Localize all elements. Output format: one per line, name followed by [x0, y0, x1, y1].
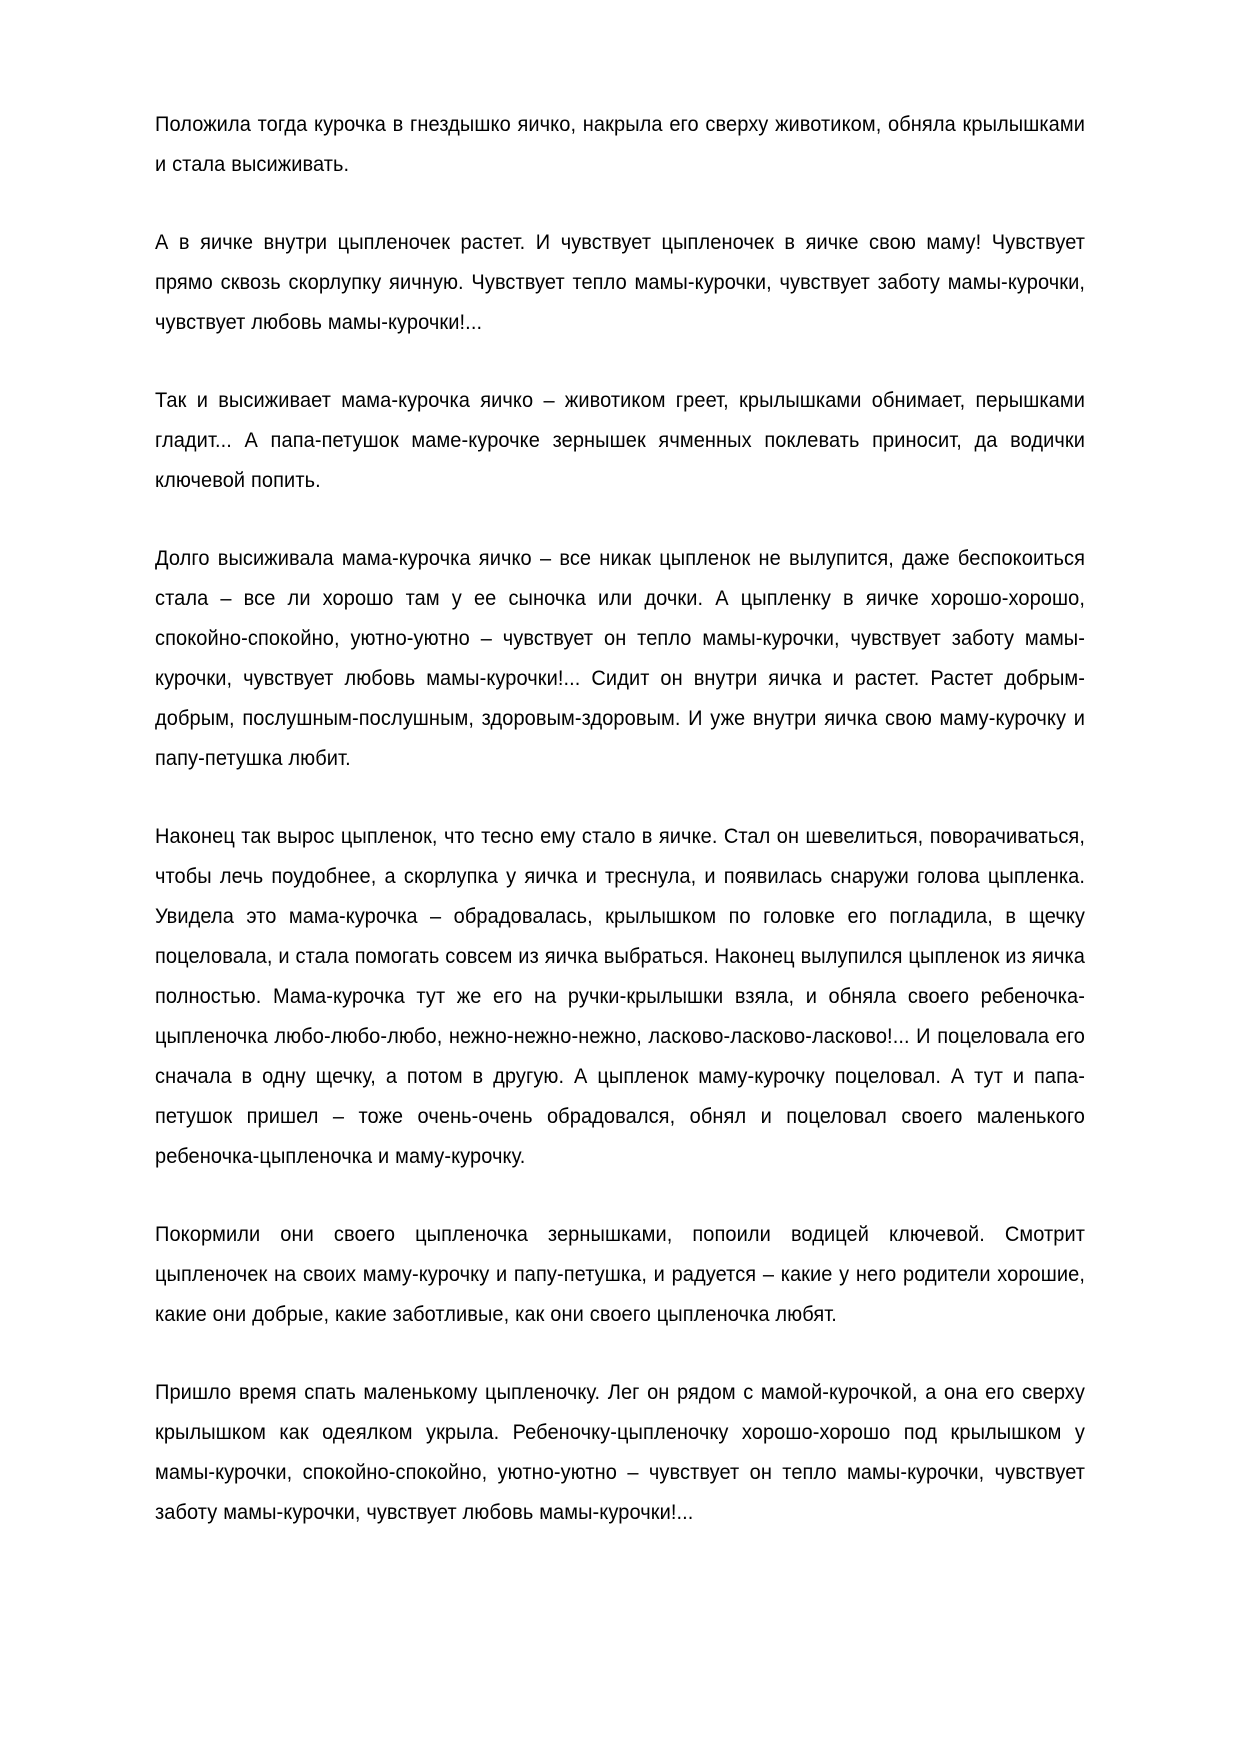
paragraph: Пришло время спать маленькому цыпленочку. Лег он рядом с мамой-курочкой, а она его сверху крылышком как одеялком укрыла. Ребеночку-цыпленочку хорошо-хорошо под крылышком у мамы-курочки, спокойно-спокойно, уютно-уютно – чувствует он тепло мамы-курочки, чувствует заботу мамы-курочки, чувствует любовь мамы-курочки!...: [155, 1380, 1085, 1524]
paragraph: Покормили они своего цыпленочка зернышками, попоили водицей ключевой. Смотрит цыпленочек на своих маму-курочку и папу-петушка, и радуется – какие у него родители хорошие, какие они добрые, какие заботливые, как они своего цыпленочка любят.: [155, 1222, 1085, 1326]
paragraph: Долго высиживала мама-курочка яичко – все никак цыпленок не вылупится, даже беспокоиться стала – все ли хорошо там у ее сыночка или дочки. А цыпленку в яичке хорошо-хорошо, спокойно-спокойно, уютно-уютно – чувствует он тепло мамы-курочки, чувствует заботу мамы-курочки, чувствует любовь мамы-курочки!... Сидит он внутри яичка и растет. Растет добрым-добрым, послушным-послушным, здоровым-здоровым. И уже внутри яичка свою маму-курочку и папу-петушка любит.: [155, 546, 1085, 770]
document-body: [155, 104, 1085, 1532]
paragraph: Положила тогда курочка в гнездышко яичко, накрыла его сверху животиком, обняла крылышками и стала высиживать.: [155, 112, 1085, 176]
paragraph: А в яичке внутри цыпленочек растет. И чувствует цыпленочек в яичке свою маму! Чувствует прямо сквозь скорлупку яичную. Чувствует тепло мамы-курочки, чувствует заботу мамы-курочки, чувствует любовь мамы-курочки!...: [155, 230, 1085, 334]
paragraph: Наконец так вырос цыпленок, что тесно ему стало в яичке. Стал он шевелиться, поворачиваться, чтобы лечь поудобнее, а скорлупка у яичка и треснула, и появилась снаружи голова цыпленка. Увидела это мама-курочка – обрадовалась, крылышком по головке его погладила, в щечку поцеловала, и стала помогать совсем из яичка выбраться. Наконец вылупился цыпленок из яичка полностью. Мама-курочка тут же его на ручки-крылышки взяла, и обняла своего ребеночка-цыпленочка любо-любо-любо, нежно-нежно-нежно, ласково-ласково-ласково!... И поцеловала его сначала в одну щечку, а потом в другую. А цыпленок маму-курочку поцеловал. А тут и папа-петушок пришел – тоже очень-очень обрадовался, обнял и поцеловал своего маленького ребеночка-цыпленочка и маму-курочку.: [155, 824, 1085, 1168]
paragraph: Так и высиживает мама-курочка яичко – животиком греет, крылышками обнимает, перышками гладит... А папа-петушок маме-курочке зернышек ячменных поклевать приносит, да водички ключевой попить.: [155, 388, 1085, 492]
